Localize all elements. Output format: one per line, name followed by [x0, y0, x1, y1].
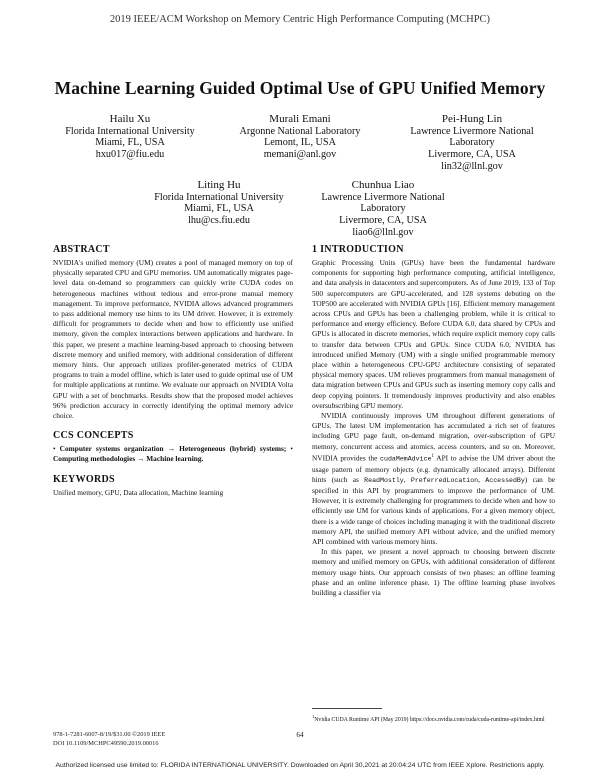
ccs-heading: CCS CONCEPTS	[53, 430, 134, 442]
footnote-mark: 1	[312, 714, 315, 719]
author-location: Miami, FL, USA	[184, 203, 254, 215]
keywords-text: Unified memory, GPU, Data allocation, Machine learning	[53, 487, 224, 497]
abstract-paragraph: NVIDIA's unified memory (UM) creates a pool of managed memory on top of physically separated CPU and GPU memories. UM automatically migrates page-level data on-demand so programmers can quickly write CUDA codes on heterogeneous machines without tedious and error-prone manual memory management. To improve performance, NVIDIA allows advanced programmers to pass additional memory use hints to its UM driver. However, it is extremely difficult for programmers to decide when and how to efficiently use unified memory, given the complex interactions between applications and hardware. In this paper, we present a machine learning-based approach to choosing between discrete memory and unified memory, with additional consideration of different memory hints. Our approach utilizes profiler-generated metrics of CUDA programs to train a model offline, which is later used to guide optimal use of UM for multiple applications at runtime. We evaluate our approach on NVIDIA Volta GPU with a set of benchmarks. Results show that the proposed model achieves 96% prediction accuracy in correctly identifying the optimal memory advice choice.	[53, 258, 293, 421]
text-run: NVIDIA continuously improves UM throughout different generations of GPUs. The latest UM implementation has accumulated a rich set of features including GPU page fault, on-demand migration, over-subscription of GPU memory, concurrent access and atomics, access counters, and so on. Moreover, NVIDIA provides the	[312, 411, 555, 463]
isbn-line: 978-1-7281-6007-8/19/$31.00 ©2019 IEEE	[53, 731, 166, 738]
text-run: ,	[403, 474, 411, 484]
abstract-heading: ABSTRACT	[53, 244, 110, 255]
conference-header: 2019 IEEE/ACM Workshop on Memory Centric High Performance Computing (MCHPC)	[109, 14, 491, 25]
author-location: Livermore, CA, USA	[428, 149, 516, 161]
ccs-item: Machine learning.	[146, 454, 204, 464]
author-email: liao6@llnl.gov	[352, 226, 414, 238]
author-name: Pei-Hung Lin	[441, 113, 503, 125]
text-run: ) can be specified in this API by programmers to improve the performance of UM. However, it is extremely challenging for programmers to decide when and how to efficiently use UM for various kinds of applications. For a given memory object, there is a wide range of choices including managing it with the traditional discrete memory API, the unified memory API without advice, and the unified memory API combined with various memory hints.	[312, 474, 555, 546]
keywords-heading: KEYWORDS	[53, 473, 115, 485]
author-name: Murali Emani	[269, 113, 331, 125]
author-affiliation: Florida International University	[154, 191, 284, 203]
author-name: Hailu Xu	[109, 113, 151, 125]
text-run: ,	[478, 474, 486, 484]
intro-paragraph-2	[312, 411, 555, 547]
author-block-2	[200, 114, 400, 161]
author-block-5	[283, 180, 483, 239]
footnote-ref: 1	[431, 453, 434, 459]
author-location: Lemont, IL, USA	[264, 137, 336, 149]
arrow-glyph: →	[137, 454, 145, 464]
footnote-rule	[312, 708, 382, 709]
text-run: API to advise the UM driver about the usage pattern of memory objects (e.g. dynamically allocated arrays). Different hints (such as	[312, 453, 555, 484]
intro-paragraph-3: In this paper, we present a novel approach to choosing between discrete memory and unified memory on GPUs, with additional consideration of different memory usage hints. Our approach consists of two phases: an offline learning phase and an online inference phase. 1) The offline learning phase involves building a classifier via	[312, 547, 555, 597]
intro-paragraph-1: Graphic Processing Units (GPUs) have been the fundamental hardware components for supporting high performance computing, artificial intelligence, and data analysis in datacenters and supercomputers. As of June 2019, 133 of Top 500 supercomputers are GPU-accelerated, and 128 systems debuting on the TOP500 are accelerated with NVIDIA GPUs [16]. Efficient memory management across CPUs and GPUs has been a challenging problem, while it is critical to performance and energy efficiency. Before CUDA 6.0, data shared by CPUs and GPUs is allocated in discrete memories, which require explicit memory copy calls to transfer data between CPUs and GPUs. Since CUDA 6.0, NVIDIA has introduced unified Memory (UM) with a single unified programmable memory place within a heterogeneous CPU-GPU architecture consisting of separated physical memory spaces. UM relieves programmers from manual management of data migration between CPUs and GPUs such as inserting memory copy calls and deep copying pointers. It tremendously improves productivity and also enables oversubscribing GPU memory.	[312, 258, 555, 410]
introduction-text	[312, 258, 555, 598]
author-name: Chunhua Liao	[351, 179, 415, 191]
author-email: memani@anl.gov	[263, 149, 337, 161]
author-affiliation: Florida International University	[65, 125, 195, 137]
author-location: Livermore, CA, USA	[339, 215, 427, 227]
ccs-item: Heterogeneous (hybrid) systems;	[179, 444, 287, 454]
code-accessedby: AccessedBy	[485, 476, 525, 484]
author-email: lhu@cs.fiu.edu	[187, 215, 250, 227]
author-affiliation: Argonne National Laboratory	[239, 125, 361, 137]
author-affiliation-cont: Laboratory	[449, 137, 495, 149]
publication-info	[53, 731, 253, 748]
author-email: lin32@llnl.gov	[441, 160, 503, 172]
footnote	[312, 713, 555, 724]
ccs-bullet: •	[53, 444, 56, 454]
code-preferredlocation: PreferredLocation	[410, 476, 479, 484]
ccs-item: Computing methodologies	[53, 454, 136, 464]
ccs-bullet: •	[290, 444, 293, 454]
code-readmostly: ReadMostly	[364, 476, 404, 484]
ccs-item: Computer systems organization	[59, 444, 164, 454]
arrow-glyph: →	[167, 444, 176, 454]
footnote-text: Nvidia CUDA Runtime API (May 2019) https://docs.nvidia.com/cuda/cuda-runtime-api/index.html	[314, 716, 545, 723]
paper-title: Machine Learning Guided Optimal Use of GPU Unified Memory	[54, 78, 546, 98]
left-column	[53, 244, 293, 498]
introduction-heading: 1 INTRODUCTION	[312, 244, 404, 255]
doi-line: DOI 10.1109/MCHPC49590.2019.00016	[53, 739, 159, 747]
ccs-concepts	[53, 444, 293, 464]
abstract-text	[53, 258, 293, 421]
author-affiliation: Lawrence Livermore National	[410, 125, 534, 137]
author-name: Liting Hu	[197, 179, 241, 191]
page-number: 64	[296, 731, 304, 739]
license-notice: Authorized licensed use limited to: FLORIDA INTERNATIONAL UNIVERSITY. Downloaded on April 30,2021 at 20:04:24 UTC from IEEE Xplore. Restrictions apply.	[55, 762, 545, 769]
author-block-3	[372, 114, 572, 173]
right-column	[312, 244, 555, 598]
code-cudaMemAdvice: cudaMemAdvice	[380, 455, 432, 463]
author-email: hxu017@fiu.edu	[95, 149, 165, 161]
author-location: Miami, FL, USA	[95, 137, 165, 149]
author-affiliation-cont: Laboratory	[360, 203, 406, 215]
author-affiliation: Lawrence Livermore National	[321, 191, 445, 203]
